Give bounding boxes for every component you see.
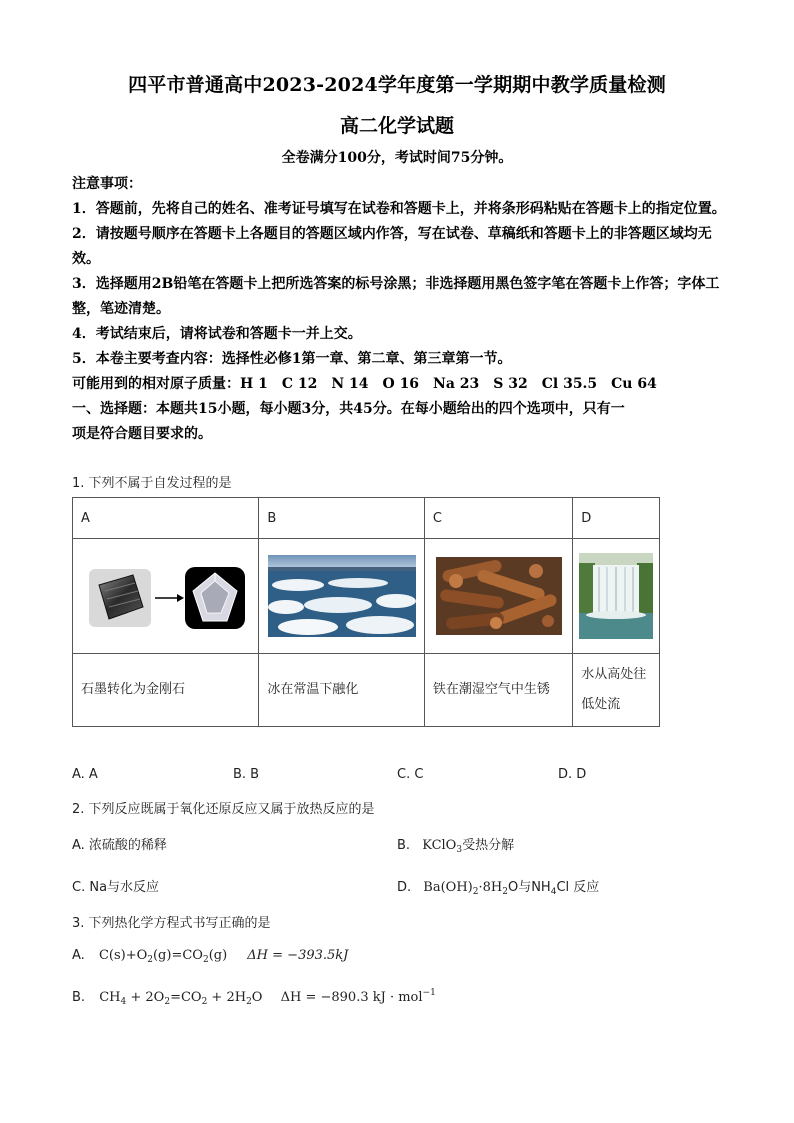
note-item: 4．考试结束后，请将试卷和答题卡一并上交。 xyxy=(72,326,362,342)
q1-stem: 1. 下列不属于自发过程的是 xyxy=(72,476,232,491)
q1-image-a xyxy=(73,539,259,654)
q3-equation-b: $CH_4 + 2O_2=CO_2 + 2H_2O$ xyxy=(99,990,263,1007)
rusty-iron-image xyxy=(436,557,562,635)
q3-option-b xyxy=(72,988,436,1007)
q3-option-b-label: B. xyxy=(72,990,86,1005)
q1-caption-b: 冰在常温下融化 xyxy=(259,654,425,727)
q2-option-d-mid: O与NH xyxy=(507,880,551,895)
q2-option-b xyxy=(397,834,514,855)
notes-section xyxy=(72,172,727,447)
q1-image-d xyxy=(573,539,660,654)
q2-option-d-text: Cl 反应 xyxy=(556,880,600,895)
q1-image-c xyxy=(424,539,572,654)
note-item: 2．请按题号顺序在答题卡上各题目的答题区域内作答，写在试卷、草稿纸和答题卡上的非答题区域均无效。 xyxy=(72,226,712,267)
q1-col-header-b: B xyxy=(259,498,425,539)
q3-option-a xyxy=(72,948,348,965)
q1-col-header-a: A xyxy=(73,498,259,539)
q1-caption-d: 水从高处往低处流 xyxy=(573,654,660,727)
q1-answer-a: A. A xyxy=(72,767,98,782)
q2-option-b-label: B. xyxy=(397,838,411,853)
exam-info: 全卷满分100分，考试时间75分钟。 xyxy=(281,150,513,166)
notes-heading: 注意事项： xyxy=(72,176,142,192)
q1-answer-c: C. C xyxy=(397,767,424,782)
kclo3-formula: KClO$_3$ xyxy=(422,838,463,855)
note-item: 1．答题前，先将自己的姓名、准考证号填写在试卷和答题卡上，并将条形码粘贴在答题卡上的指定位置。 xyxy=(72,201,726,217)
q2-stem: 2. 下列反应既属于氧化还原反应又属于放热反应的是 xyxy=(72,802,375,817)
q3-enthalpy-a: ΔH = −393.5kJ xyxy=(247,948,349,963)
q1-caption-c: 铁在潮湿空气中生锈 xyxy=(424,654,572,727)
waterfall-image xyxy=(579,553,653,639)
q1-col-header-c: C xyxy=(424,498,572,539)
section-heading-line2: 项是符合题目要求的。 xyxy=(72,426,212,442)
q2-option-d-label: D. xyxy=(397,880,412,895)
graphite-to-diamond-image xyxy=(85,561,247,631)
section-heading-line1: 一、选择题：本题共15小题，每小题3分，共45分。在每小题给出的四个选项中，只有一 xyxy=(72,401,625,417)
q2-option-d xyxy=(397,876,599,897)
q1-option-table xyxy=(72,497,660,727)
baoh2-formula: $Ba(OH)_2\cdot 8H_2$ xyxy=(423,880,508,897)
q2-option-c: C. Na与水反应 xyxy=(72,880,160,895)
section-heading xyxy=(72,397,727,447)
q2-option-b-text: 受热分解 xyxy=(462,838,515,853)
q1-image-b xyxy=(259,539,425,654)
melting-ice-image xyxy=(268,555,416,637)
note-item: 3．选择题用2B铅笔在答题卡上把所选答案的标号涂黑；非选择题用黑色签字笔在答题卡上作答；字体工整，笔迹清楚。 xyxy=(72,276,720,317)
subject-title: 高二化学试题 xyxy=(339,115,454,137)
nh4-sub: 4 xyxy=(550,887,557,897)
q3-stem: 3. 下列热化学方程式书写正确的是 xyxy=(72,916,271,931)
q1-caption-a: 石墨转化为金刚石 xyxy=(73,654,259,727)
exam-title: 四平市普通高中2023-2024学年度第一学期期中教学质量检测 xyxy=(128,74,666,96)
q2-option-a: A. 浓硫酸的稀释 xyxy=(72,838,167,853)
note-item: 5．本卷主要考查内容：选择性必修1第一章、第二章、第三章第一节。 xyxy=(72,351,512,367)
q1-answer-d: D. D xyxy=(558,767,587,782)
atomic-mass-line: 可能用到的相对原子质量：H 1 C 12 N 14 O 16 Na 23 S 32 Cl 35.5 Cu 64 xyxy=(72,376,657,392)
q3-equation-a: $C(s)+O_2(g)=CO_2(g)$ xyxy=(98,948,228,965)
q3-option-a-label: A. xyxy=(72,948,85,963)
q3-enthalpy-b: ΔH = −890.3 kJ · mol$^{-1}$ xyxy=(280,988,436,1005)
q1-col-header-d: D xyxy=(573,498,660,539)
q1-answer-b: B. B xyxy=(233,767,260,782)
